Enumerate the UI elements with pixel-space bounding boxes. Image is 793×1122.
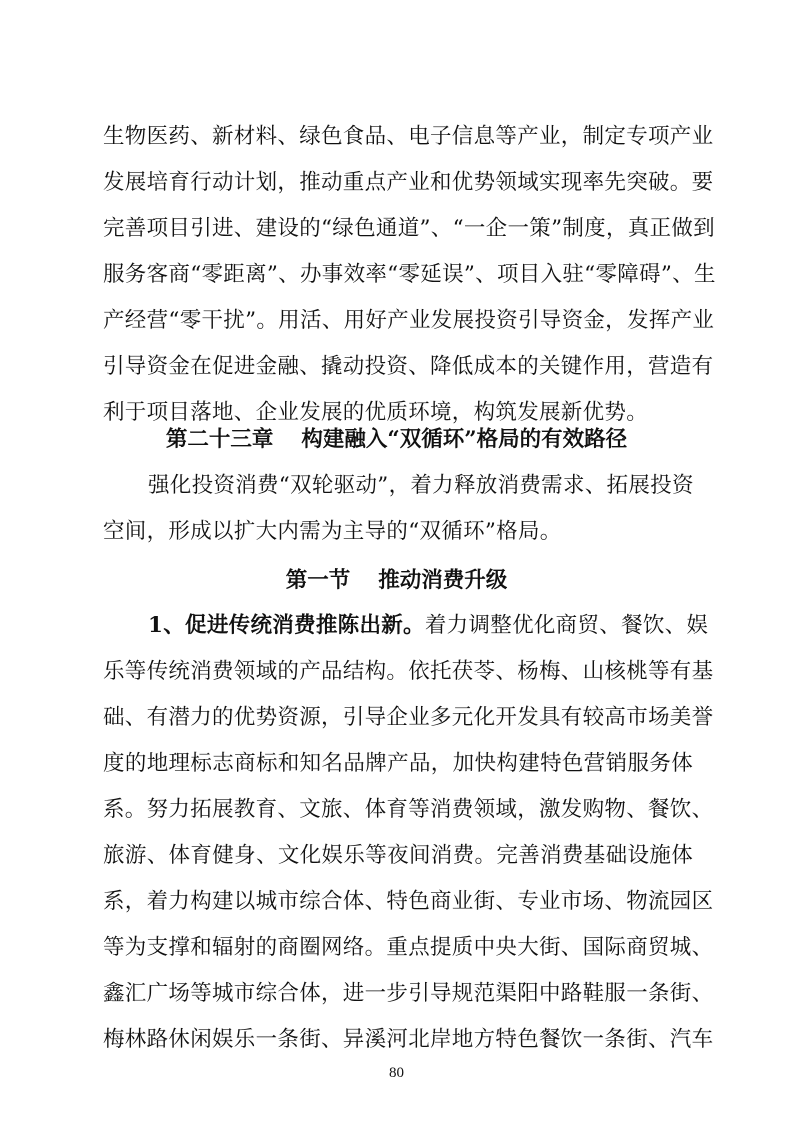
- paragraph-line: 空间，形成以扩大内需为主导的“双循环”格局。: [103, 519, 562, 544]
- paragraph-line: 系，着力构建以城市综合体、特色商业街、专业市场、物流园区: [103, 889, 714, 914]
- paragraph-line: 利于项目落地、企业发展的优质环境，构筑发展新优势。: [103, 400, 649, 425]
- section-title: 推动消费升级: [378, 568, 508, 593]
- item-lead: 1、促进传统消费推陈出新。: [148, 613, 425, 638]
- paragraph-line: 度的地理标志商标和知名品牌产品，加快构建特色营销服务体: [103, 751, 693, 776]
- chapter-title: 构建融入“双循环”格局的有效路径: [301, 427, 628, 452]
- paragraph-line: 础、有潜力的优势资源，引导企业多元化开发具有较高市场美誉: [103, 705, 714, 730]
- item-first-line-text: 着力调整优化商贸、餐饮、娱: [424, 613, 709, 638]
- paragraph-line: 乐等传统消费领域的产品结构。依托茯苓、杨梅、山核桃等有基: [103, 659, 714, 684]
- paragraph-first-line: [148, 606, 709, 646]
- paragraph-line: 引导资金在促进金融、撬动投资、降低成本的关键作用，营造有: [103, 354, 714, 379]
- paragraph-line: 产经营“零干扰”。用活、用好产业发展投资引导资金，发挥产业: [103, 308, 715, 333]
- paragraph-line: 等为支撑和辐射的商圈网络。重点提质中央大街、国际商贸城、: [103, 935, 714, 960]
- paragraph-line: 系。努力拓展教育、文旅、体育等消费领域，激发购物、餐饮、: [103, 797, 714, 822]
- paragraph-line: 发展培育行动计划，推动重点产业和优势领域实现率先突破。要: [103, 170, 714, 195]
- paragraph-line: 生物医药、新材料、绿色食品、电子信息等产业，制定专项产业: [103, 124, 714, 149]
- section-number: 第一节: [285, 568, 351, 593]
- chapter-heading: [0, 420, 793, 460]
- chapter-number: 第二十三章: [165, 427, 274, 452]
- paragraph-line: 服务客商“零距离”、办事效率“零延误”、项目入驻“零障碍”、生: [103, 262, 716, 287]
- paragraph-line: 完善项目引进、建设的“绿色通道”、“一企一策”制度，真正做到: [103, 216, 715, 241]
- paragraph-line: 强化投资消费“双轮驱动”，着力释放消费需求、拓展投资: [148, 473, 694, 498]
- paragraph-line: 旅游、体育健身、文化娱乐等夜间消费。完善消费基础设施体: [103, 843, 693, 868]
- page-number: 80: [389, 1065, 404, 1081]
- paragraph-line: 鑫汇广场等城市综合体，进一步引导规范渠阳中路鞋服一条街、: [103, 981, 714, 1006]
- paragraph-line: 梅林路休闲娱乐一条街、异溪河北岸地方特色餐饮一条街、汽车: [103, 1027, 714, 1052]
- section-heading: [0, 561, 793, 601]
